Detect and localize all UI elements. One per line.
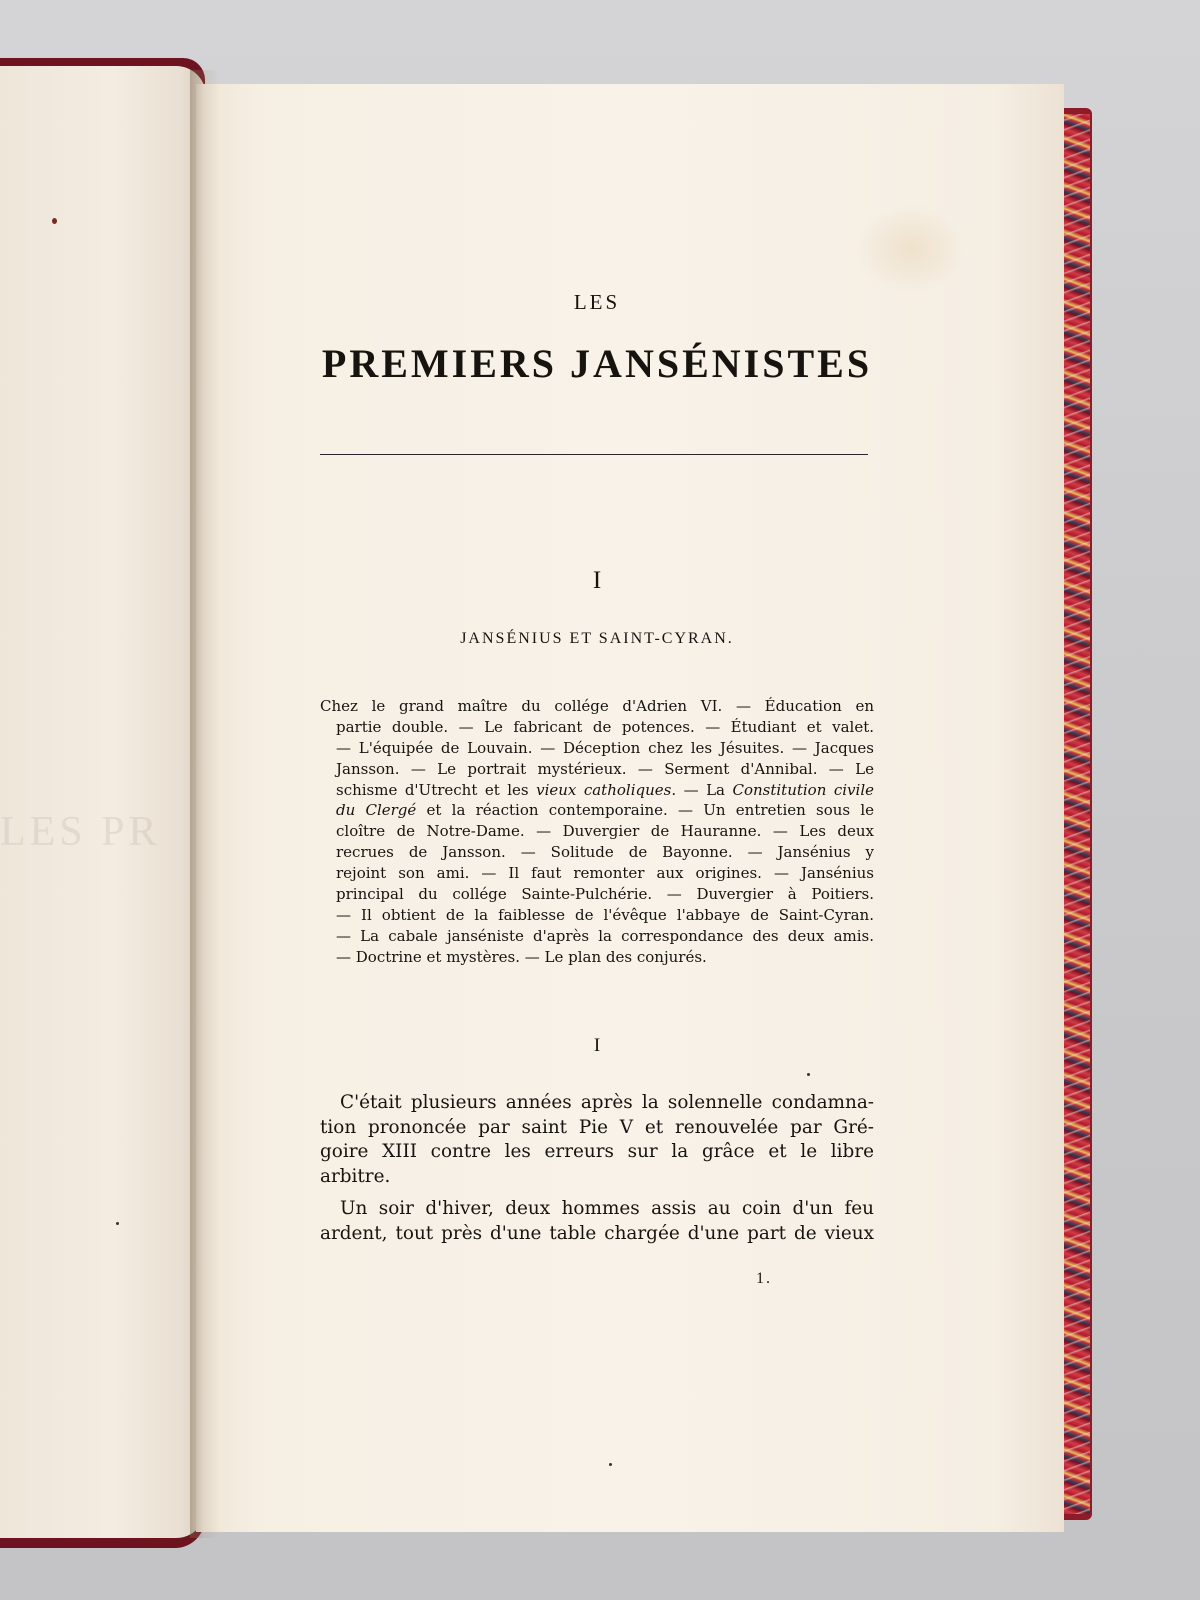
summary-line bbox=[320, 821, 874, 842]
body-line: C'était plusieurs années après la solennelle condamna- bbox=[340, 1092, 874, 1113]
paper-speck bbox=[609, 1463, 612, 1466]
body-line: tion prononcée par saint Pie V et renouvelée par Gré- bbox=[320, 1116, 874, 1138]
summary-text: Jansson. — Le portrait mystérieux. — Serment d'Annibal. — Le bbox=[336, 759, 874, 778]
summary-text: — Il obtient de la faiblesse de l'évêque l'abbaye de Saint-Cyran. bbox=[336, 905, 874, 924]
title-rule bbox=[320, 454, 868, 455]
paper-speck bbox=[116, 1222, 119, 1225]
summary-italic-text: Constitution civile bbox=[732, 780, 874, 799]
summary-text: — La cabale janséniste d'après la correspondance des deux amis. bbox=[336, 926, 874, 945]
summary-line bbox=[320, 947, 874, 968]
summary-line bbox=[320, 800, 874, 821]
summary-text: principal du collége Sainte-Pulchérie. — Duvergier à Poitiers. bbox=[336, 885, 874, 904]
summary-line bbox=[320, 863, 874, 884]
section-number: I bbox=[593, 1035, 601, 1056]
summary-line bbox=[320, 842, 874, 863]
show-through-text: LES PR bbox=[0, 809, 161, 855]
summary-line bbox=[320, 696, 874, 717]
title-small: LES bbox=[573, 290, 621, 314]
summary-italic-text: vieux catholiques bbox=[536, 780, 672, 799]
summary-line bbox=[320, 780, 874, 801]
chapter-title: JANSÉNIUS ET SAINT-CYRAN. bbox=[460, 630, 734, 647]
summary-text: schisme d'Utrecht et les bbox=[336, 780, 537, 799]
summary-line bbox=[320, 905, 874, 926]
marbled-edge bbox=[1060, 114, 1090, 1514]
left-page bbox=[0, 66, 206, 1538]
summary-text: Chez le grand maître du collége d'Adrien VI. — Éducation en bbox=[320, 697, 874, 715]
summary-text: rejoint son ami. — Il faut remonter aux origines. — Jansénius bbox=[336, 864, 874, 883]
summary-line bbox=[320, 884, 874, 905]
summary-line bbox=[320, 717, 874, 738]
summary-text: — Doctrine et mystères. — Le plan des conjurés. bbox=[336, 947, 707, 966]
summary-text: — L'équipée de Louvain. — Déception chez les Jésuites. — Jacques bbox=[336, 738, 874, 757]
paper-stain bbox=[856, 204, 966, 294]
signature-mark: 1. bbox=[756, 1270, 772, 1287]
body-text bbox=[320, 1091, 874, 1247]
chapter-summary bbox=[320, 696, 874, 968]
book-gutter bbox=[190, 70, 220, 1538]
summary-text: recrues de Jansson. — Solitude de Bayonne. — Jansénius y bbox=[336, 843, 874, 862]
summary-text: cloître de Notre-Dame. — Duvergier de Hauranne. — Les deux bbox=[336, 822, 874, 841]
summary-line bbox=[320, 738, 874, 759]
paper-speck bbox=[807, 1073, 810, 1076]
body-line: ardent, tout près d'une table chargée d'une part de vieux bbox=[320, 1222, 874, 1244]
summary-text: . — La bbox=[671, 780, 733, 799]
paper-speck bbox=[52, 218, 57, 224]
paragraph-gap bbox=[320, 1189, 874, 1197]
summary-italic-text: du Clergé bbox=[336, 801, 417, 820]
summary-text: partie double. — Le fabricant de potences. — Étudiant et valet. bbox=[336, 717, 874, 736]
chapter-number: I bbox=[592, 567, 602, 594]
page-title: PREMIERS JANSÉNISTES bbox=[321, 341, 873, 386]
summary-text: et la réaction contemporaine. — Un entretien sous le bbox=[416, 801, 874, 820]
body-line: arbitre. bbox=[320, 1165, 391, 1187]
summary-line bbox=[320, 759, 874, 780]
body-line: goire XIII contre les erreurs sur la grâce et le libre bbox=[320, 1141, 874, 1163]
body-line: Un soir d'hiver, deux hommes assis au coin d'un feu bbox=[340, 1198, 874, 1220]
summary-line bbox=[320, 926, 874, 947]
